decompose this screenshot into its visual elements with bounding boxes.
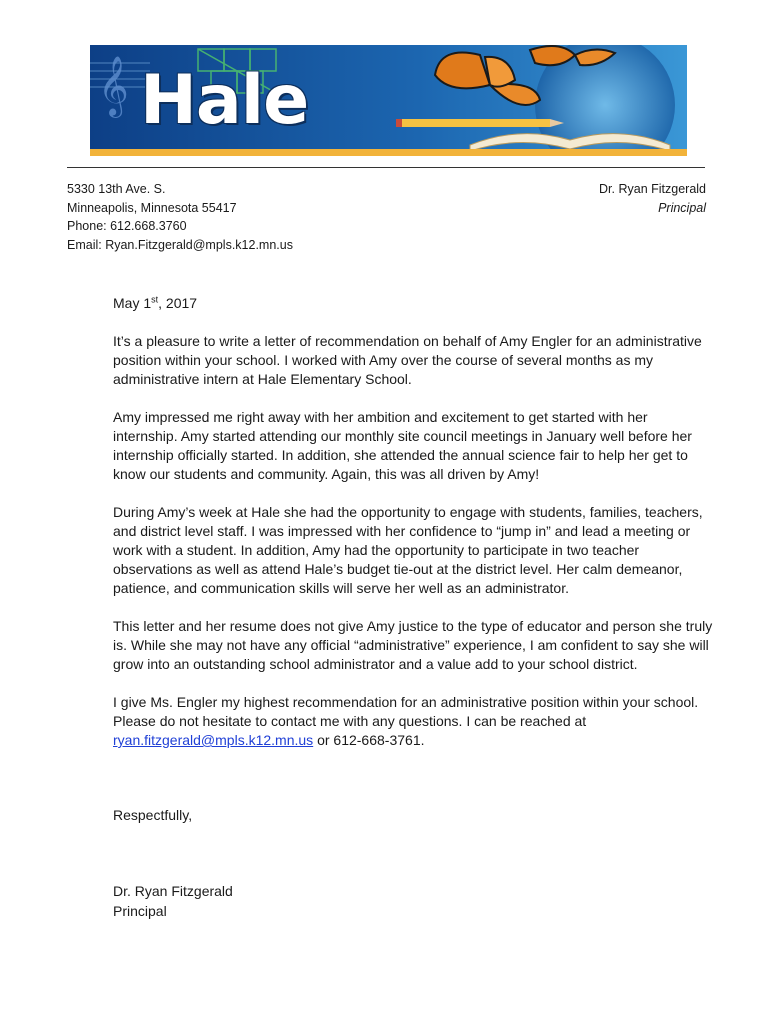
- header-signer-role: Principal: [658, 200, 706, 215]
- address-street: 5330 13th Ave. S.: [67, 182, 166, 196]
- header-signer-name: Dr. Ryan Fitzgerald: [599, 182, 706, 196]
- school-logo-word: Hale: [140, 61, 309, 140]
- address-email: Email: Ryan.Fitzgerald@mpls.k12.mn.us: [67, 237, 293, 252]
- signature-role: Principal: [113, 903, 167, 919]
- address-phone: Phone: 612.668.3760: [67, 219, 187, 233]
- svg-text:𝄞: 𝄞: [98, 56, 129, 116]
- email-link[interactable]: ryan.fitzgerald@mpls.k12.mn.us: [113, 732, 314, 748]
- letter-date: May 1st, 2017: [113, 294, 198, 311]
- school-address: [67, 180, 293, 254]
- paragraph-experience: During Amy’s week at Hale she had the opportunity to engage with students, families, teachers, and district level staff. I was impressed with her confidence to “jump in” and lead a meeting or work with a student. In addition, Amy had the opportunity to participate in two teacher observations as well as attend Hale’s budget tie-out at the district level. Her calm demeanor, patience, and communication skills will serve her well as an administrator.: [113, 504, 703, 596]
- school-banner: [90, 45, 687, 156]
- paragraph-justice: This letter and her resume does not give Amy justice to the type of educator and person she truly is. While she may not have any official “administrative” experience, I am confident to say she will grow into an outstanding school administrator and a value add to your school district.: [113, 618, 713, 672]
- address-city: Minneapolis, Minnesota 55417: [67, 200, 237, 215]
- paragraph-recommendation: I give Ms. Engler my highest recommendation for an administrative position within your school. Please do not hesitate to contact me with any questions. I can be reached at ryan.fitzgerald@mpls.k12.mn.us or 612-668-3761.: [113, 694, 699, 748]
- header-signer: [599, 180, 706, 217]
- signature-name: Dr. Ryan Fitzgerald: [113, 883, 233, 899]
- letter-body: [113, 294, 713, 769]
- letter-closing: Respectfully,: [113, 807, 193, 823]
- paragraph-impression: Amy impressed me right away with her ambition and excitement to get started with her internship. Amy started attending our monthly site council meetings in January well before her internship officially started. In addition, she attended the annual science fair to help her get to know our students and community. Again, this was all driven by Amy!: [113, 409, 692, 482]
- signature-block: [113, 881, 233, 921]
- header-divider: [67, 167, 705, 168]
- paragraph-intro: It’s a pleasure to write a letter of recommendation on behalf of Amy Engler for an administrative position within your school. I worked with Amy over the course of several months as my administrative intern at Hale Elementary School.: [113, 333, 702, 387]
